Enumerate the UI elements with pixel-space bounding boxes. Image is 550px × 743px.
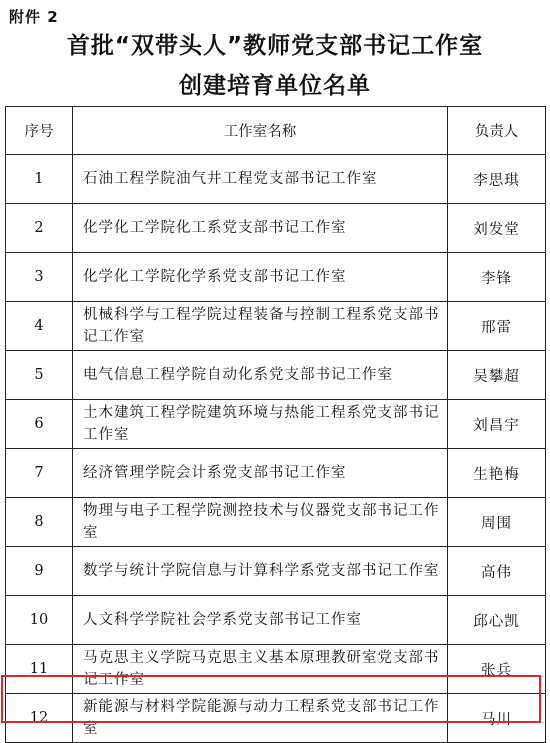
- table-row: [6, 253, 546, 302]
- table-row: [6, 498, 546, 547]
- person-in-charge: 吴攀超: [448, 351, 546, 400]
- header-seq: 序号: [6, 107, 73, 155]
- page-subtitle: 创建培育单位名单: [179, 73, 371, 99]
- person-in-charge: 李思琪: [448, 155, 546, 204]
- row-number: 4: [6, 302, 73, 351]
- table-row: [6, 155, 546, 204]
- studio-list-table: [5, 106, 546, 743]
- row-number: 3: [6, 253, 73, 302]
- row-number: 12: [6, 694, 73, 743]
- person-in-charge: 张兵: [448, 645, 546, 694]
- table-row: [6, 351, 546, 400]
- person-in-charge: 邱心凯: [448, 596, 546, 645]
- table-row: [6, 694, 546, 743]
- table-header-row: [6, 107, 546, 155]
- row-number: 10: [6, 596, 73, 645]
- studio-name: 马克思主义学院马克思主义基本原理教研室党支部书记工作室: [73, 645, 448, 694]
- table-row: [6, 547, 546, 596]
- row-number: 8: [6, 498, 73, 547]
- row-number: 1: [6, 155, 73, 204]
- studio-name: 人文科学学院社会学系党支部书记工作室: [73, 596, 448, 645]
- person-in-charge: 生艳梅: [448, 449, 546, 498]
- person-in-charge: 刘发堂: [448, 204, 546, 253]
- studio-name: 电气信息工程学院自动化系党支部书记工作室: [73, 351, 448, 400]
- row-number: 6: [6, 400, 73, 449]
- studio-name: 新能源与材料学院能源与动力工程系党支部书记工作室: [73, 694, 448, 743]
- person-in-charge: 周围: [448, 498, 546, 547]
- person-in-charge: 马川: [448, 694, 546, 743]
- row-number: 7: [6, 449, 73, 498]
- attachment-label: 附件 2: [9, 8, 59, 26]
- row-number: 5: [6, 351, 73, 400]
- table-row: [6, 204, 546, 253]
- studio-name: 机械科学与工程学院过程装备与控制工程系党支部书记工作室: [73, 302, 448, 351]
- studio-name: 物理与电子工程学院测控技术与仪器党支部书记工作室: [73, 498, 448, 547]
- person-in-charge: 李锋: [448, 253, 546, 302]
- table-row: [6, 645, 546, 694]
- person-in-charge: 刘昌宇: [448, 400, 546, 449]
- studio-name: 化学化工学院化学系党支部书记工作室: [73, 253, 448, 302]
- header-studio-name: 工作室名称: [73, 107, 448, 155]
- studio-name: 经济管理学院会计系党支部书记工作室: [73, 449, 448, 498]
- table-row: [6, 302, 546, 351]
- person-in-charge: 邢雷: [448, 302, 546, 351]
- studio-name: 化学化工学院化工系党支部书记工作室: [73, 204, 448, 253]
- studio-name: 数学与统计学院信息与计算科学系党支部书记工作室: [73, 547, 448, 596]
- row-number: 11: [6, 645, 73, 694]
- header-person-in-charge: 负责人: [448, 107, 546, 155]
- studio-name: 土木建筑工程学院建筑环境与热能工程系党支部书记工作室: [73, 400, 448, 449]
- page-title: 首批“双带头人”教师党支部书记工作室: [66, 33, 484, 59]
- studio-name: 石油工程学院油气井工程党支部书记工作室: [73, 155, 448, 204]
- table-row: [6, 400, 546, 449]
- table-row: [6, 596, 546, 645]
- table-row: [6, 449, 546, 498]
- person-in-charge: 高伟: [448, 547, 546, 596]
- row-number: 9: [6, 547, 73, 596]
- row-number: 2: [6, 204, 73, 253]
